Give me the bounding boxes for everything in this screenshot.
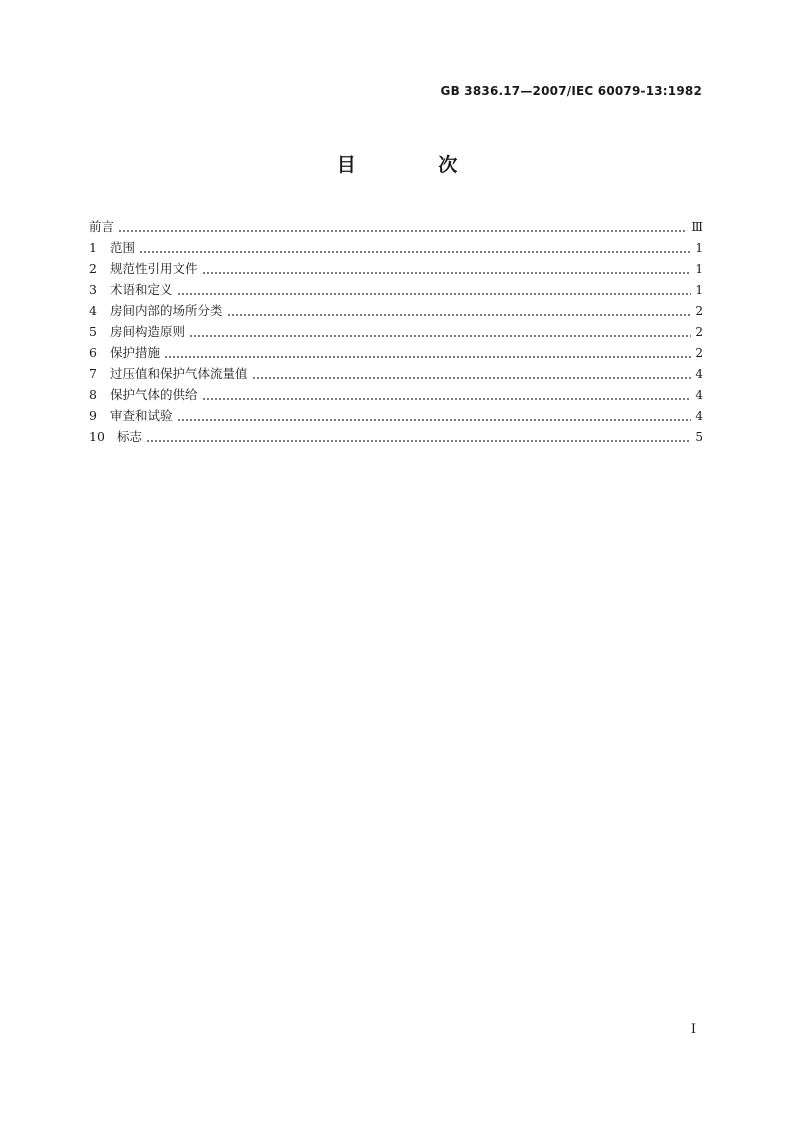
- toc-entry-number: 10: [89, 429, 105, 444]
- toc-entry-number: 8: [89, 387, 97, 402]
- toc-entry-page: 1: [695, 283, 703, 297]
- dot-leader: [164, 345, 691, 366]
- toc-entry-number: 9: [89, 408, 97, 423]
- toc-entry-number: 2: [89, 261, 97, 276]
- dot-leader: [146, 429, 691, 450]
- page-title: 目 次: [336, 154, 496, 176]
- page-number: I: [690, 1022, 696, 1037]
- toc-entry-title: 保护气体的供给: [110, 387, 198, 402]
- toc-entry-foreword[interactable]: [89, 219, 703, 240]
- toc-entry-3[interactable]: [89, 282, 703, 303]
- dot-leader: [177, 408, 691, 429]
- toc-entry-title: 过压值和保护气体流量值: [110, 366, 248, 381]
- dot-leader: [139, 240, 691, 261]
- dot-leader: [177, 282, 691, 303]
- toc-entry-9[interactable]: [89, 408, 703, 429]
- dot-leader: [118, 219, 687, 240]
- toc-entry-page: 4: [695, 388, 703, 402]
- toc-entry-4[interactable]: [89, 303, 703, 324]
- toc-entry-number: 5: [89, 324, 97, 339]
- toc-entry-number: 7: [89, 366, 97, 381]
- dot-leader: [227, 303, 691, 324]
- dot-leader: [189, 324, 691, 345]
- toc-entry-page: 2: [695, 325, 703, 339]
- toc-entry-title: 审查和试验: [110, 408, 173, 423]
- toc-entry-title: 房间内部的场所分类: [110, 303, 223, 318]
- toc-entry-number: 3: [89, 282, 97, 297]
- toc-entry-title: 前言: [89, 219, 115, 234]
- toc-entry-number: 4: [89, 303, 97, 318]
- toc-entry-title: 术语和定义: [110, 282, 173, 297]
- standard-number: GB 3836.17—2007/IEC 60079-13:1982: [440, 84, 702, 98]
- toc-entry-page: 4: [695, 367, 703, 381]
- toc-entry-title: 标志: [117, 429, 143, 444]
- toc-entry-title: 规范性引用文件: [110, 261, 198, 276]
- toc-entry-8[interactable]: [89, 387, 703, 408]
- toc-entry-page: 2: [695, 304, 703, 318]
- table-of-contents: [89, 219, 703, 450]
- toc-entry-6[interactable]: [89, 345, 703, 366]
- toc-entry-1[interactable]: [89, 240, 703, 261]
- toc-entry-title: 范围: [110, 240, 136, 255]
- dot-leader: [202, 261, 691, 282]
- dot-leader: [202, 387, 691, 408]
- toc-entry-page: 5: [695, 430, 703, 444]
- toc-entry-page: 2: [695, 346, 703, 360]
- dot-leader: [252, 366, 691, 387]
- toc-entry-2[interactable]: [89, 261, 703, 282]
- toc-entry-page: 1: [695, 241, 703, 255]
- toc-entry-7[interactable]: [89, 366, 703, 387]
- toc-entry-5[interactable]: [89, 324, 703, 345]
- toc-entry-10[interactable]: [89, 429, 703, 450]
- toc-entry-title: 保护措施: [110, 345, 161, 360]
- toc-entry-number: 6: [89, 345, 97, 360]
- toc-entry-number: 1: [89, 240, 97, 255]
- toc-entry-title: 房间构造原则: [110, 324, 186, 339]
- toc-entry-page: Ⅲ: [691, 220, 703, 234]
- toc-entry-page: 4: [695, 409, 703, 423]
- toc-entry-page: 1: [695, 262, 703, 276]
